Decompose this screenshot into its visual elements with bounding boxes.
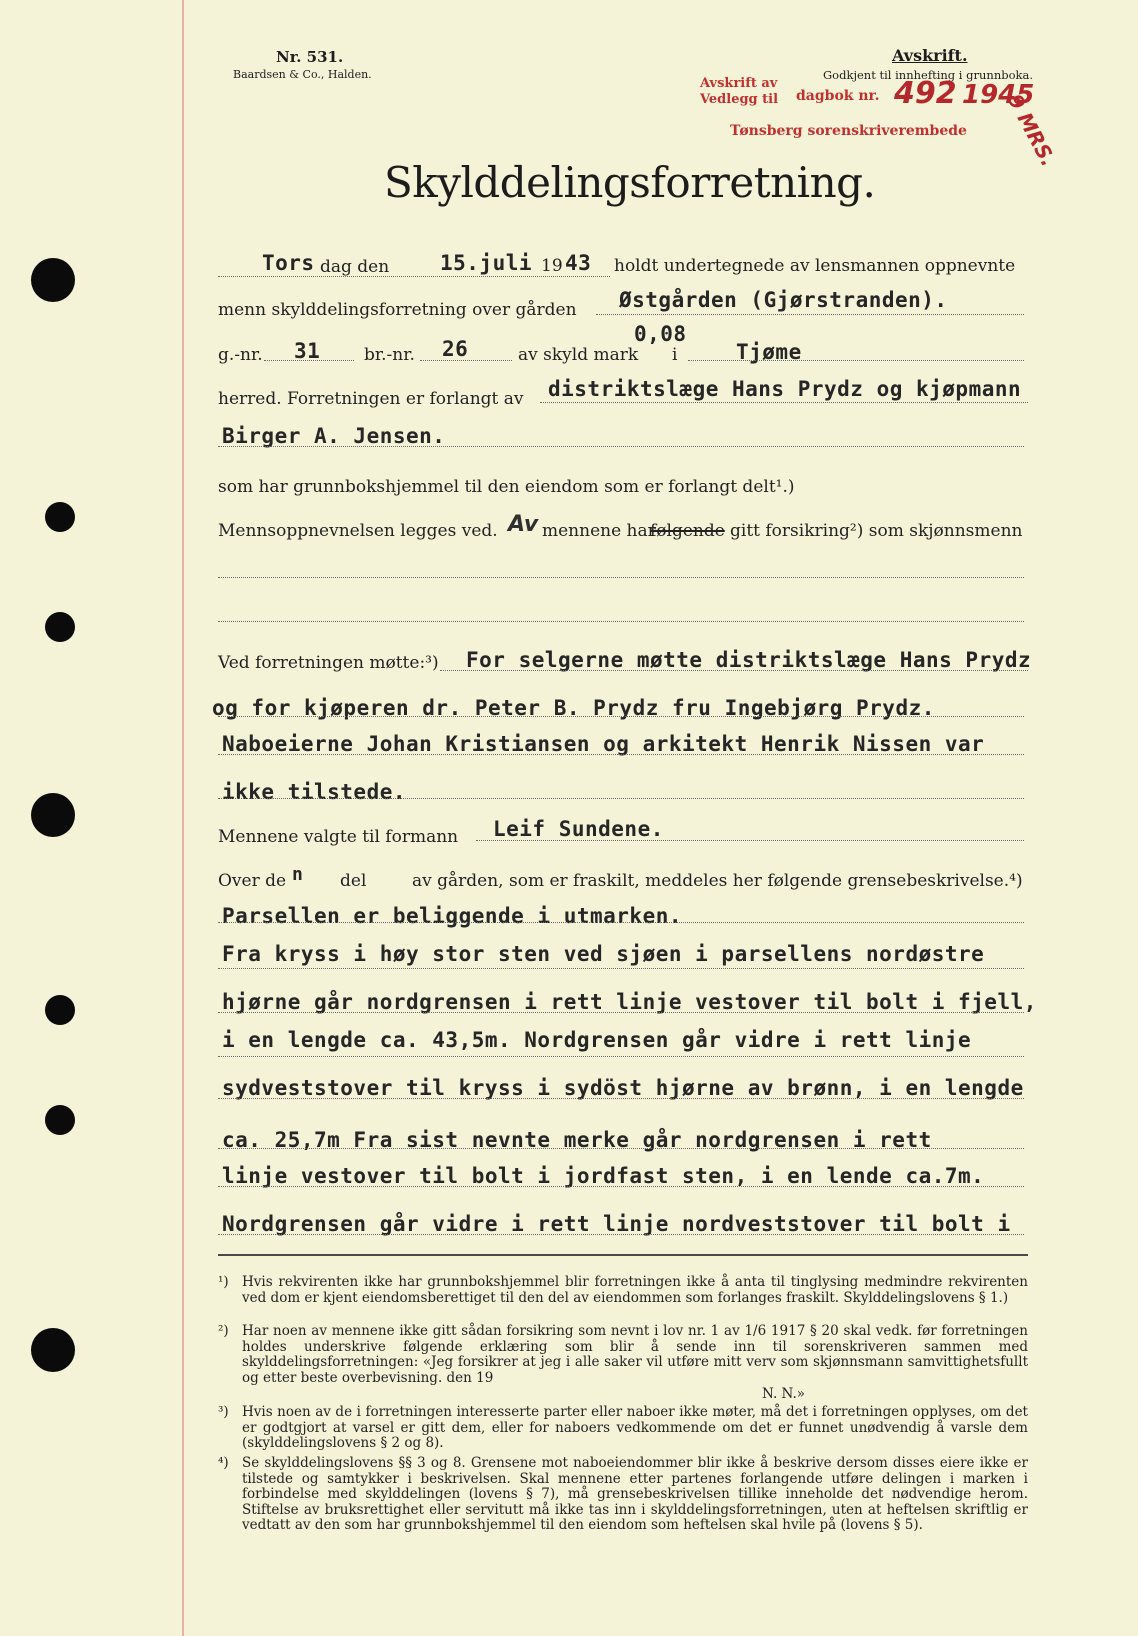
punch-hole <box>45 612 75 642</box>
chair-label: Mennene valgte til formann <box>218 827 459 847</box>
fill-line <box>218 446 1024 447</box>
farm-prefix: menn skylddelingsforretning over gården <box>218 300 577 320</box>
footnote-text: Hvis rekvirenten ikke har grunnbokshjemmel blir forretningen ikke å anta til tinglysing medmindre rekvirenten ved dom er kjent eiendomsberettiget til den del av eiendommen som forlanges fraskilt. Skylddelingslovens § 1.) <box>242 1274 1028 1306</box>
skyld-value: 0,08 <box>634 322 687 346</box>
form-number: Nr. 531. <box>276 48 344 66</box>
fill-line <box>218 1012 1024 1013</box>
punch-hole <box>45 995 75 1025</box>
fill-line <box>476 840 1024 841</box>
fill-line <box>218 754 1024 755</box>
mennsopp-struck: følgende <box>650 521 725 541</box>
boundary-intro-b: del <box>340 871 367 891</box>
boundary-intro-typed: n <box>292 864 304 885</box>
boundary-line: hjørne går nordgrensen i rett linje vestover til bolt i fjell, <box>222 990 1037 1014</box>
fill-line <box>218 621 1024 622</box>
boundary-line: sydveststover til kryss i sydöst hjørne av brønn, i en lengde <box>222 1076 1024 1100</box>
footnote-number: ²) <box>218 1323 229 1339</box>
fill-line <box>218 1186 1024 1187</box>
fill-line <box>218 922 1024 923</box>
mennsopp-text-b: mennene har <box>542 521 656 541</box>
footnote-1 <box>218 1275 1028 1306</box>
punch-hole <box>31 793 75 837</box>
weekday-printed: dag den <box>320 257 390 277</box>
footnote-2 <box>218 1324 1028 1386</box>
fill-line <box>688 360 1024 361</box>
boundary-line: Nordgrensen går vidre i rett linje nordveststover til bolt i <box>222 1212 1011 1236</box>
municipality: Tjøme <box>736 340 802 364</box>
boundary-intro-a: Over de <box>218 871 287 891</box>
avskrift-subtitle: Godkjent til innhefting i grunnboka. <box>823 68 1033 82</box>
fill-line <box>218 968 1024 969</box>
punch-hole <box>31 258 75 302</box>
footnote-3 <box>218 1405 1028 1452</box>
stamp-dagbok: dagbok nr. <box>796 88 880 104</box>
fill-line <box>218 1148 1024 1149</box>
fill-line <box>540 402 1028 403</box>
avskrift-title: Avskrift. <box>892 46 968 65</box>
fill-line <box>420 360 512 361</box>
footnote-text: Se skylddelingslovens §§ 3 og 8. Grensene mot naboeiendommer blir ikke å beskrive dersom disses eiere ikke er tilstede og samtykker i beskrivelsen. Skal mennene etter partenes forlangende utføre delingen i marken i forbindelse med skylddelingen (lovens § 7), må grensebeskrivelsen tillike inneholde det nødvendige herom. Stiftelse av bruksrettighet eller servitutt må ikke tas inn i skylddelingsforretningen, uten at heftelsen skriftlig er vedtatt av den som har grunnbokshjemmel til den eiendom som heftelsen skal hvile på (lovens § 5). <box>242 1455 1028 1533</box>
stamp-avskrift <box>700 76 778 108</box>
punch-hole <box>45 1105 75 1135</box>
herred-text: herred. Forretningen er forlangt av <box>218 389 524 409</box>
stamp-line1a: Avskrift av <box>700 76 778 91</box>
page-title: Skylddelingsforretning. <box>384 158 876 207</box>
footnote-text: Har noen av mennene ikke gitt sådan forsikring som nevnt i lov nr. 1 av 1/6 1917 § 20 skal vedk. før forretningen holdes underskrive følgende erklæring som blir å sende inn til sorenskriveren sammen med skylddelingsforretningen: «Jeg forsikrer at jeg i alle saker vil utføre mitt verv som skjønnsmann samvittighetsfullt og etter beste overbevisning. den 19 <box>242 1323 1028 1386</box>
fill-line <box>218 577 1024 578</box>
journal-number: 492 <box>894 76 957 111</box>
weekday-typed: Tors <box>262 251 315 275</box>
boundary-line: Parsellen er beliggende i utmarken. <box>222 904 683 928</box>
requested-by-2: Birger A. Jensen. <box>222 424 446 448</box>
attendance-line-3: Naboeierne Johan Kristiansen og arkitekt Henrik Nissen var <box>222 732 985 756</box>
fill-line <box>264 360 354 361</box>
fill-line <box>218 1098 1024 1099</box>
footnote-signature: N. N.» <box>762 1386 806 1402</box>
stamp-year: 1945 <box>962 80 1035 110</box>
bnr-label: br.-nr. <box>364 345 415 365</box>
mennsopp-text-a: Mennsoppnevnelsen legges ved. <box>218 521 498 541</box>
skyld-label: av skyld mark <box>518 345 639 365</box>
fill-line <box>218 798 1024 799</box>
attendance-line-4: ikke tilstede. <box>222 780 407 804</box>
boundary-intro-c: av gården, som er fraskilt, meddeles her følgende grensebeskrivelse.⁴) <box>412 871 1023 891</box>
mennsopp-hand: Av <box>508 512 539 537</box>
after-date-text: holdt undertegnede av lensmannen oppnevnte <box>614 256 1016 276</box>
fill-line <box>218 1234 1024 1235</box>
stamp-office: Tønsberg sorenskriverembede <box>730 123 967 139</box>
attendance-line-1: For selgerne møtte distriktslæge Hans Prydz <box>466 648 1032 672</box>
boundary-line: i en lengde ca. 43,5m. Nordgrensen går vidre i rett linje <box>222 1028 972 1052</box>
footnote-text: Hvis noen av de i forretningen interesserte parter eller naboer ikke møter, må det i forretningen opplyses, om det er godtgjort at varsel er gitt dem, eller for naboers vedkommende om det er funnet unødvendig å varsle dem (skylddelingslovens § 2 og 8). <box>242 1404 1028 1451</box>
skyld-suffix: i <box>672 345 678 365</box>
grunnbok-text: som har grunnbokshjemmel til den eiendom som er forlangt delt¹.) <box>218 477 795 497</box>
bnr-value: 26 <box>442 337 469 361</box>
fill-line <box>218 1056 1024 1057</box>
punch-hole <box>45 502 75 532</box>
attendance-label: Ved forretningen møtte:³) <box>218 653 439 673</box>
fill-line <box>218 276 610 277</box>
footnote-number: ¹) <box>218 1274 229 1290</box>
fill-line <box>218 716 1024 717</box>
fill-line <box>596 314 1024 315</box>
boundary-line: linje vestover til bolt i jordfast sten, i en lende ca.7m. <box>222 1164 985 1188</box>
footnote-2-signature <box>218 1387 1028 1403</box>
boundary-line: Fra kryss i høy stor sten ved sjøen i parsellens nordøstre <box>222 942 985 966</box>
requested-by-1: distriktslæge Hans Prydz og kjøpmann <box>548 377 1022 401</box>
gnr-label: g.-nr. <box>218 345 263 365</box>
publisher: Baardsen & Co., Halden. <box>233 68 372 81</box>
fill-line <box>440 670 1028 671</box>
margin-rule <box>182 0 184 1636</box>
attendance-line-2: og for kjøperen dr. Peter B. Prydz fru Ingebjørg Prydz. <box>212 696 935 720</box>
chair-name: Leif Sundene. <box>493 817 664 841</box>
date-typed: 15.juli <box>440 251 533 275</box>
footnote-number: ⁴) <box>218 1455 229 1471</box>
footnote-number: ³) <box>218 1404 229 1420</box>
stamp-line1b: Vedlegg til <box>700 92 779 107</box>
year-printed: 19 <box>541 256 563 276</box>
punch-hole <box>31 1328 75 1372</box>
boundary-line: ca. 25,7m Fra sist nevnte merke går nordgrensen i rett <box>222 1128 932 1152</box>
stamp-date: 9 MRS. <box>1002 90 1061 171</box>
mennsopp-text-c: gitt forsikring²) som skjønnsmenn <box>730 521 1023 541</box>
footnote-divider <box>218 1254 1028 1256</box>
footnote-4 <box>218 1456 1028 1534</box>
year-typed: 43 <box>565 251 592 275</box>
gnr-value: 31 <box>294 339 321 363</box>
farm-name: Østgården (Gjørstranden). <box>619 288 948 312</box>
